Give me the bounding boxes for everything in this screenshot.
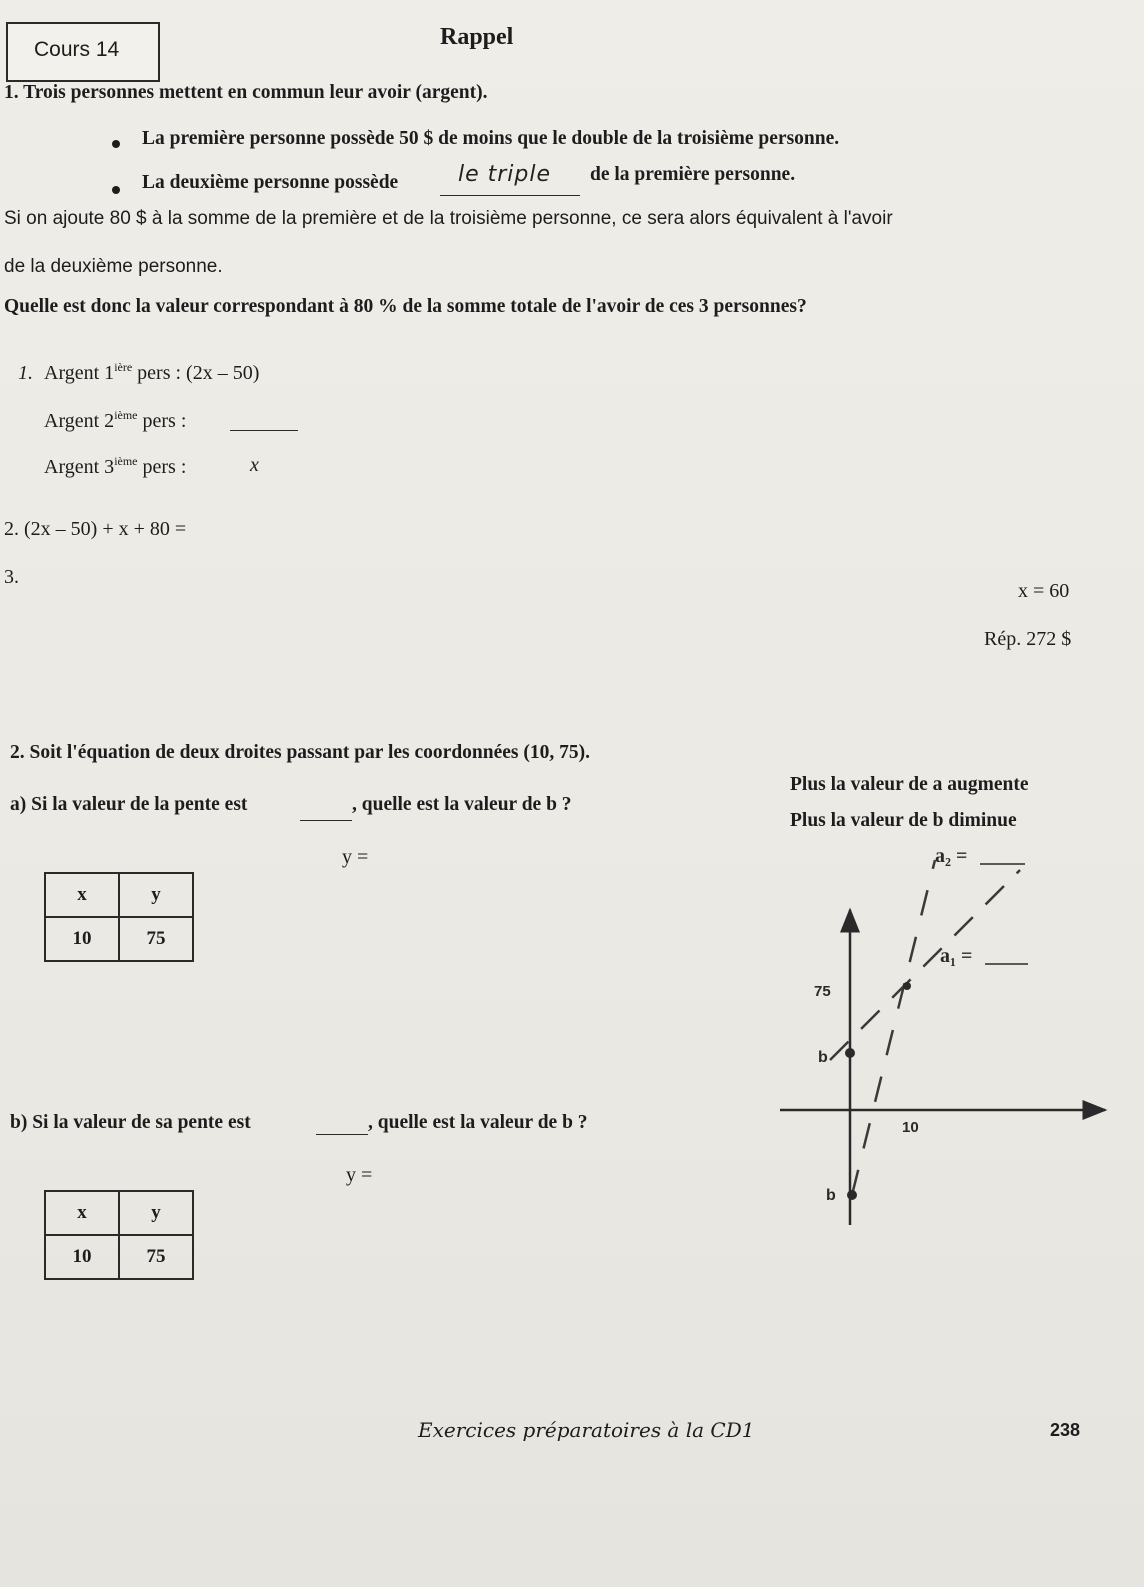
bullet-icon xyxy=(112,140,120,148)
argent2-rest: pers : xyxy=(137,410,187,432)
argent1-expression: pers : (2x – 50) xyxy=(132,362,260,384)
table-row xyxy=(45,1235,193,1279)
label-a1: a₁ = xyxy=(940,945,973,967)
part-a-slope-blank xyxy=(300,820,352,821)
part-b-y-equation: y = xyxy=(346,1164,373,1186)
part-a-y-equation: y = xyxy=(342,846,369,868)
argent3-label: Argent 3 xyxy=(44,456,115,478)
argent2-blank xyxy=(230,430,298,431)
answer-value: Rép. 272 $ xyxy=(984,628,1072,650)
problem1-intro: 1. Trois personnes mettent en commun leur avoir (argent). xyxy=(4,82,488,103)
table-row xyxy=(45,917,193,961)
argent2-sup: ième xyxy=(114,408,138,422)
table-cell-y: 75 xyxy=(119,917,193,961)
problem1-question: Quelle est donc la valeur correspondant à 80 % de la somme totale de l'avoir de ces 3 personnes? xyxy=(4,296,807,317)
table-header-y: y xyxy=(119,1191,193,1235)
argent3-sup: ième xyxy=(114,454,138,468)
problem1-bullet1: La première personne possède 50 $ de moins que le double de la troisième personne. xyxy=(142,128,840,149)
argent3-rest: pers : xyxy=(137,456,187,478)
intersection-point xyxy=(903,982,911,990)
page-number: 238 xyxy=(1050,1420,1081,1440)
argent1-label: Argent 1 xyxy=(44,362,115,384)
table-cell-x: 10 xyxy=(45,917,119,961)
argent3-value: x xyxy=(250,454,259,476)
problem1-condition-line1: Si on ajoute 80 $ à la somme de la première et de la troisième personne, ce sera alors équivalent à l'avoir xyxy=(4,208,893,229)
steep-line xyxy=(852,860,935,1195)
part-a-table xyxy=(44,872,194,962)
problem1-bullet2-after: de la première personne. xyxy=(590,164,796,185)
label-a2: a₂ = xyxy=(935,845,968,867)
part-a-after: , quelle est la valeur de b ? xyxy=(352,794,572,815)
step3-number: 3. xyxy=(4,566,19,588)
problem2-note1: Plus la valeur de a augmente xyxy=(790,774,1029,795)
argent1-sup: ière xyxy=(114,360,133,374)
problem1-bullet2-before: La deuxième personne possède xyxy=(142,172,399,193)
table-header-x: x xyxy=(45,1191,119,1235)
y-tick-75: 75 xyxy=(814,983,831,1000)
course-label-box xyxy=(6,22,160,82)
argent2-line xyxy=(44,410,186,433)
b-upper-point xyxy=(845,1048,855,1058)
label-b-lower: b xyxy=(826,1187,836,1204)
part-a-before: a) Si la valeur de la pente est xyxy=(10,794,248,815)
problem2-intro: 2. Soit l'équation de deux droites passant par les coordonnées (10, 75). xyxy=(10,742,590,763)
course-label: Cours 14 xyxy=(34,38,120,61)
slope-diagram xyxy=(770,840,1120,1240)
step2-equation: 2. (2x – 50) + x + 80 = xyxy=(4,518,187,540)
argent2-label: Argent 2 xyxy=(44,410,115,432)
table-header-row xyxy=(45,1191,193,1235)
argent3-line xyxy=(44,456,186,479)
footer-text: Exercices préparatoires à la CD1 xyxy=(418,1418,755,1442)
table-cell-x: 10 xyxy=(45,1235,119,1279)
part-b-after: , quelle est la valeur de b ? xyxy=(368,1112,588,1133)
table-header-y: y xyxy=(119,873,193,917)
part-b-before: b) Si la valeur de sa pente est xyxy=(10,1112,251,1133)
table-header-x: x xyxy=(45,873,119,917)
problem1-condition-line2: de la deuxième personne. xyxy=(4,256,223,277)
part-b-slope-blank xyxy=(316,1134,368,1135)
x-tick-10: 10 xyxy=(902,1119,919,1136)
page-title: Rappel xyxy=(440,24,514,50)
label-b-upper: b xyxy=(818,1049,828,1066)
handwritten-answer: le triple xyxy=(458,162,552,187)
table-cell-y: 75 xyxy=(119,1235,193,1279)
table-header-row xyxy=(45,873,193,917)
bullet-icon xyxy=(112,186,120,194)
solution-x: x = 60 xyxy=(1018,580,1070,602)
problem2-note2: Plus la valeur de b diminue xyxy=(790,810,1017,831)
b-lower-point xyxy=(847,1190,857,1200)
argent1-line xyxy=(44,362,259,385)
answer-blank xyxy=(440,195,580,196)
part-b-table xyxy=(44,1190,194,1280)
step1-number: 1. xyxy=(18,362,33,384)
